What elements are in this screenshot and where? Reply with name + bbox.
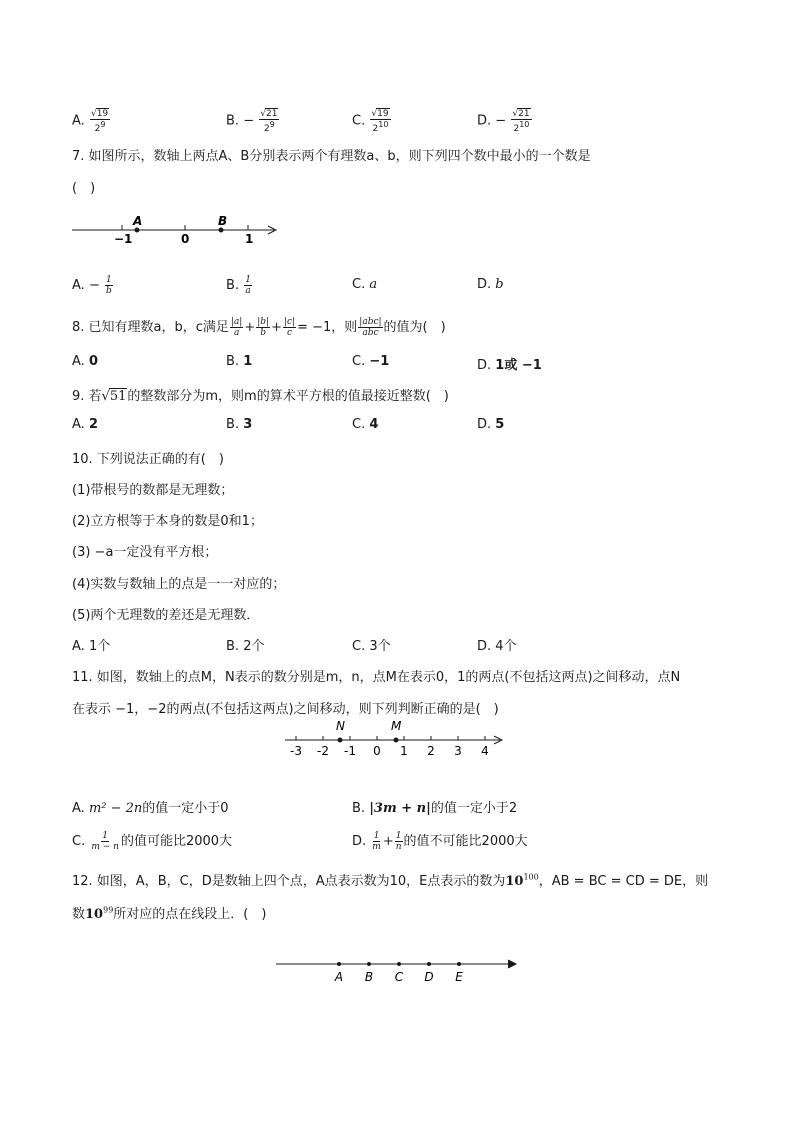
q6-option-b[interactable]: B. − $\frac{√21}{2^9}$ <box>226 109 278 134</box>
tick-label: -2 <box>317 744 329 758</box>
q7-stem: 7. 如图所示，数轴上两点A、B分别表示两个有理数a、b，则下列四个数中最小的一个数是 <box>72 149 591 164</box>
q9-option-b[interactable]: B. 3 <box>226 417 253 432</box>
tick-label: -1 <box>344 744 356 758</box>
fraction: $\frac{|c|}{c}$ <box>283 317 296 338</box>
q8-option-c[interactable]: C. −1 <box>352 354 390 369</box>
q6-option-a[interactable]: A. $\frac{√19}{2^9}$ <box>72 109 109 134</box>
q7-option-d[interactable]: D. b <box>477 277 504 292</box>
point-label-c: C <box>394 970 404 984</box>
q8-stem: 8. 已知有理数a，b，c满足 $\frac{|a|}{a}$ + $\frac{|b|}{b}$ + $\frac{|c|}{c}$ = −1，则 $\frac{\text{|abc|}}{\text{abc}}$ 的值为( ) <box>72 317 446 338</box>
point-label-e: E <box>455 970 463 984</box>
label-a: A <box>133 214 143 228</box>
point-label-b: B <box>364 970 374 984</box>
label-b: B <box>218 214 228 228</box>
point-label-a: A <box>334 970 344 984</box>
point-b <box>367 962 371 966</box>
point-a <box>135 228 140 233</box>
q8-option-b[interactable]: B. 1 <box>226 354 253 369</box>
fraction: $\frac{√21}{2^9}$ <box>260 109 278 134</box>
tick-label-minus-1: −1 <box>114 232 133 246</box>
q11-option-c[interactable]: C. $\frac{1}{m - n}$ 的值可能比2000大 <box>72 831 233 852</box>
fraction: $\frac{√21}{2^{10}}$ <box>512 109 530 134</box>
label-n: N <box>336 719 345 733</box>
q11-option-b[interactable]: B. |3m + n|的值一定小于2 <box>352 801 518 816</box>
fraction: $\frac{\text{|abc|}}{\text{abc}}$ <box>359 317 382 338</box>
fraction: $\frac{1}{m}$ <box>372 831 381 852</box>
q6-option-c[interactable]: C. $\frac{√19}{2^{10}}$ <box>352 109 389 134</box>
point-label-d: D <box>424 970 434 984</box>
q9-option-a[interactable]: A. 2 <box>72 417 98 432</box>
fraction: $\frac{|a|}{a}$ <box>230 317 243 338</box>
point-n <box>338 738 343 743</box>
q10-option-d[interactable]: D. 4个 <box>477 639 517 654</box>
tick-label-0: 0 <box>181 232 190 246</box>
q9-option-d[interactable]: D. 5 <box>477 417 505 432</box>
q10-option-a[interactable]: A. 1个 <box>72 639 111 654</box>
q11-option-a[interactable]: A. m² − 2n的值一定小于0 <box>72 801 229 816</box>
q12-stem-line-2: 数$10^{99}$所对应的点在线段上．( ) <box>72 905 267 922</box>
tick-label: 4 <box>481 744 489 758</box>
point-b <box>219 228 224 233</box>
q6-option-d[interactable]: D. − $\frac{√21}{2^{10}}$ <box>477 109 530 134</box>
q7-answer-paren: ( ) <box>72 181 96 196</box>
fraction: $\frac{1}{m - n}$ <box>91 831 119 852</box>
q10-statement-5: (5)两个无理数的差还是无理数． <box>72 608 260 623</box>
axis-arrow <box>508 960 516 968</box>
q12-stem-line-1: 12. 如图，A，B，C，D是数轴上四个点，A点表示数为10，E点表示的数为$10^{100}$，AB = BC = CD = DE，则 <box>72 872 709 889</box>
tick-label: 1 <box>400 744 408 758</box>
q9-option-c[interactable]: C. 4 <box>352 417 379 432</box>
q10-statement-1: (1)带根号的数都是无理数； <box>72 483 234 498</box>
q7-option-a[interactable]: A. − $\frac{1}{b}$ <box>72 275 112 296</box>
tick-label-1: 1 <box>245 232 254 246</box>
point-c <box>397 962 401 966</box>
q12-number-line <box>274 955 524 987</box>
q10-statement-4: (4)实数与数轴上的点是一一对应的； <box>72 577 286 592</box>
q8-option-d[interactable]: D. 1或 −1 <box>477 358 542 373</box>
fraction: $\frac{√19}{2^9}$ <box>90 109 109 134</box>
q8-option-a[interactable]: A. 0 <box>72 354 98 369</box>
q10-option-c[interactable]: C. 3个 <box>352 639 391 654</box>
q10-option-b[interactable]: B. 2个 <box>226 639 265 654</box>
label-m: M <box>391 719 402 733</box>
q10-stem: 10. 下列说法正确的有( ) <box>72 452 224 467</box>
q11-stem-line-2: 在表示 −1，−2的两点(不包括这两点)之间移动，则下列判断正确的是( ) <box>72 702 499 717</box>
fraction: $\frac{√19}{2^{10}}$ <box>371 109 389 134</box>
tick-label: -3 <box>290 744 302 758</box>
point-m <box>394 738 399 743</box>
q10-statement-2: (2)立方根等于本身的数是0和1； <box>72 514 263 529</box>
q11-stem-line-1: 11. 如图，数轴上的点M，N表示的数分别是m，n，点M在表示0，1的两点(不包括这两点)之间移动，点N <box>72 670 681 685</box>
fraction: $\frac{1}{n}$ <box>395 831 402 852</box>
tick-label: 3 <box>454 744 462 758</box>
tick-label: 2 <box>427 744 435 758</box>
q7-option-b[interactable]: B. $\frac{1}{a}$ <box>226 275 251 296</box>
q7-option-c[interactable]: C. a <box>352 277 378 292</box>
point-e <box>457 962 461 966</box>
q11-option-d[interactable]: D. $\frac{1}{m}$ + $\frac{1}{n}$ 的值不可能比2000大 <box>352 831 528 852</box>
q11-number-line <box>282 716 507 760</box>
tick-label: 0 <box>373 744 381 758</box>
fraction: $\frac{1}{b}$ <box>105 275 112 296</box>
q9-stem: 9. 若√51的整数部分为m，则m的算术平方根的值最接近整数( ) <box>72 389 449 404</box>
q7-number-line <box>70 212 285 248</box>
q10-statement-3: (3) −a一定没有平方根； <box>72 545 218 560</box>
fraction: $\frac{|b|}{b}$ <box>257 317 270 338</box>
point-a <box>337 962 341 966</box>
fraction: $\frac{1}{a}$ <box>245 275 251 296</box>
point-d <box>427 962 431 966</box>
